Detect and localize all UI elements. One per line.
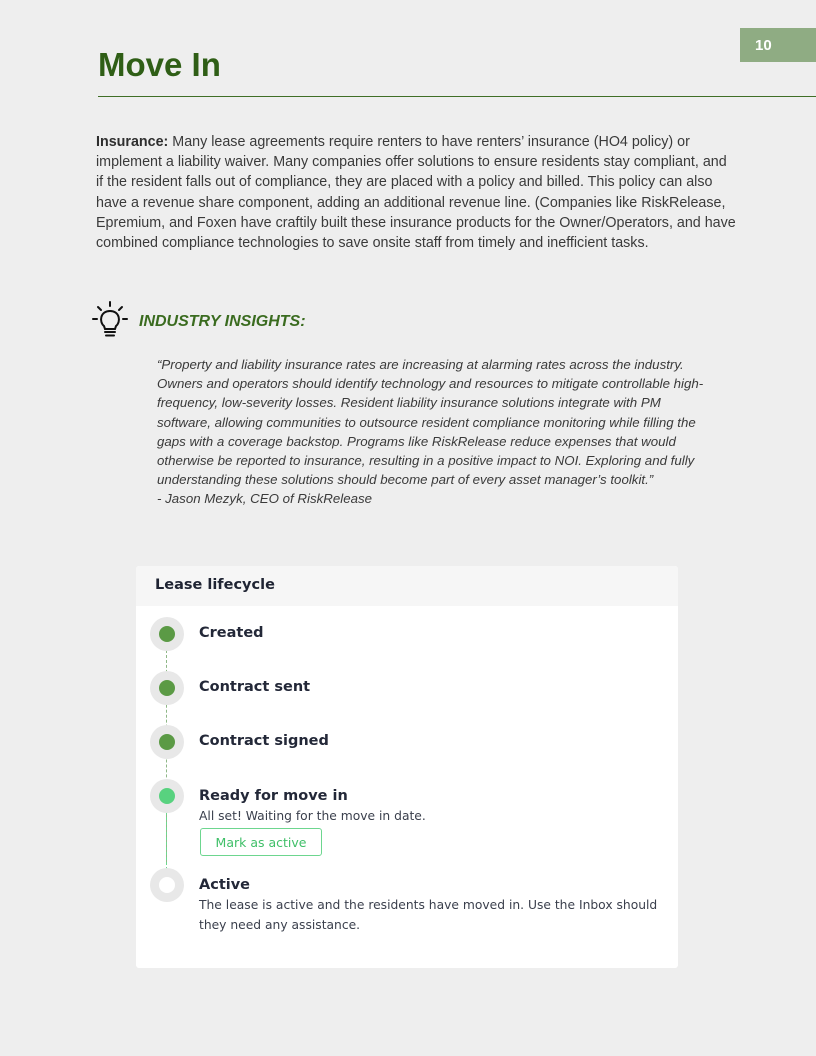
step-label-contract-sent: Contract sent — [199, 679, 311, 695]
step-label-created: Created — [199, 625, 264, 641]
quote-attribution: - Jason Mezyk, CEO of RiskRelease — [157, 491, 373, 507]
step-status-pending — [150, 868, 184, 902]
step-label-active: Active — [199, 877, 251, 893]
insurance-text: Many lease agreements require renters to have renters’ insurance (HO4 policy) or implement a liability waiver. Many companies offer solutions to ensure residents stay compliant, and if the resident falls out of compliance, they are placed with a policy and billed. This policy can also have a revenue share component, adding an additional revenue line. (Companies like RiskRelease, Epremium, and Foxen have craftily built these insurance products for the Owner/Operators, and have combined compliance technologies to save onsite staff from timely and inefficient tasks. — [96, 134, 736, 252]
mark-as-active-button[interactable]: Mark as active — [200, 828, 322, 856]
insight-quote — [157, 355, 717, 509]
lease-lifecycle-card — [136, 566, 678, 968]
step-description-ready-for-move-in: All set! Waiting for the move in date. — [199, 809, 426, 823]
step-label-ready-for-move-in: Ready for move in — [199, 788, 348, 804]
step-status-complete — [150, 617, 184, 651]
step-description-active: The lease is active and the residents have moved in. Use the Inbox should they need any assistance. — [199, 898, 658, 932]
quote-text: “Property and liability insurance rates are increasing at alarming rates across the industry. Owners and operators should identify technology and resources to mitigate controllable high-frequency, low-severity losses. Resident liability insurance solutions integrate with PM software, allowing communities to outsource resident compliance monitoring while filling the gaps with a coverage backstop. Programs like RiskRelease reduce expenses that would otherwise be reported to insurance, resulting in a positive impact to NOI. Exploring and fully understanding these solutions should become part of every asset manager’s toolkit.” — [157, 357, 704, 488]
step-status-complete — [150, 671, 184, 705]
step-status-complete — [150, 725, 184, 759]
industry-insights-heading: INDUSTRY INSIGHTS: — [139, 313, 306, 330]
insurance-paragraph — [96, 132, 736, 253]
page-number-badge: 10 — [740, 28, 816, 62]
step-label-contract-signed: Contract signed — [199, 733, 329, 749]
lease-lifecycle-title: Lease lifecycle — [136, 566, 678, 606]
timeline-connector-current — [166, 812, 167, 870]
title-divider — [98, 96, 816, 97]
insurance-lead: Insurance: — [96, 134, 169, 150]
step-status-current — [150, 779, 184, 813]
lightbulb-icon — [92, 300, 128, 340]
page-title: Move In — [98, 46, 221, 83]
